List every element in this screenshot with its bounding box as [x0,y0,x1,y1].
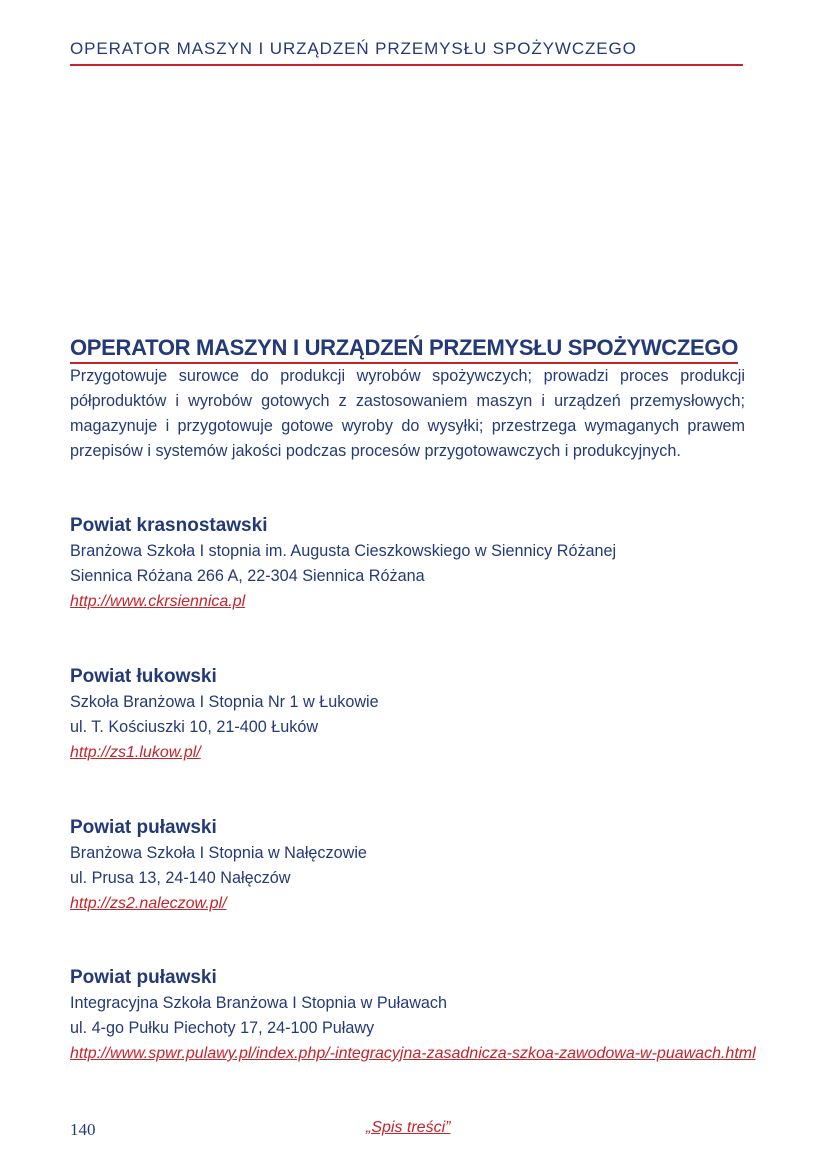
school-block-lukowski [70,664,750,765]
school-address: ul. 4-go Pułku Piechoty 17, 24-100 Puławy [70,1019,375,1037]
page-number: 140 [70,1120,96,1139]
page-title: OPERATOR MASZYN I URZĄDZEŃ PRZEMYSŁU SPOŻYWCZEGO [70,335,738,364]
running-header: OPERATOR MASZYN I URZĄDZEŃ PRZEMYSŁU SPOŻYWCZEGO [70,39,637,58]
header-rule [70,64,743,66]
school-address: ul. T. Kościuszki 10, 21-400 Łuków [70,718,319,736]
district-heading: Powiat krasnostawski [70,515,268,536]
school-name: Branżowa Szkoła I Stopnia w Nałęczowie [70,844,367,862]
school-name: Szkoła Branżowa I Stopnia Nr 1 w Łukowie [70,693,379,711]
school-block-pulawski-pulawy [70,965,756,1066]
school-block-krasnostawski [70,513,750,614]
school-address: Siennica Różana 266 A, 22-304 Siennica Różana [70,567,425,585]
occupation-description: Przygotowuje surowce do produkcji wyrobów spożywczych; prowadzi proces produkcji półproduktów i wyrobów gotowych z zastosowaniem maszyn i urządzeń przemysłowych; magazynuje i przygotowuje gotowe wyroby do wysyłki; przestrzega wymaganych prawem przepisów i systemów jakości podczas procesów przygotowawczych i produkcyjnych. [70,367,745,460]
school-block-pulawski-naleczow [70,815,750,916]
district-heading: Powiat puławski [70,817,217,838]
table-of-contents-link[interactable]: „Spis treści” [366,1119,451,1136]
school-name: Integracyjna Szkoła Branżowa I Stopnia w Puławach [70,994,448,1012]
school-website-link[interactable]: http://www.spwr.pulawy.pl/index.php/-integracyjna-zasadnicza-szkoa-zawodowa-w-puawach.html [70,1045,756,1062]
district-heading: Powiat puławski [70,967,217,988]
school-website-link[interactable]: http://www.ckrsiennica.pl [70,593,246,610]
school-website-link[interactable]: http://zs1.lukow.pl/ [70,744,201,761]
school-name: Branżowa Szkoła I stopnia im. Augusta Cieszkowskiego w Siennicy Różanej [70,542,617,560]
school-address: ul. Prusa 13, 24-140 Nałęczów [70,869,291,887]
school-website-link[interactable]: http://zs2.naleczow.pl/ [70,895,227,912]
district-heading: Powiat łukowski [70,666,217,687]
